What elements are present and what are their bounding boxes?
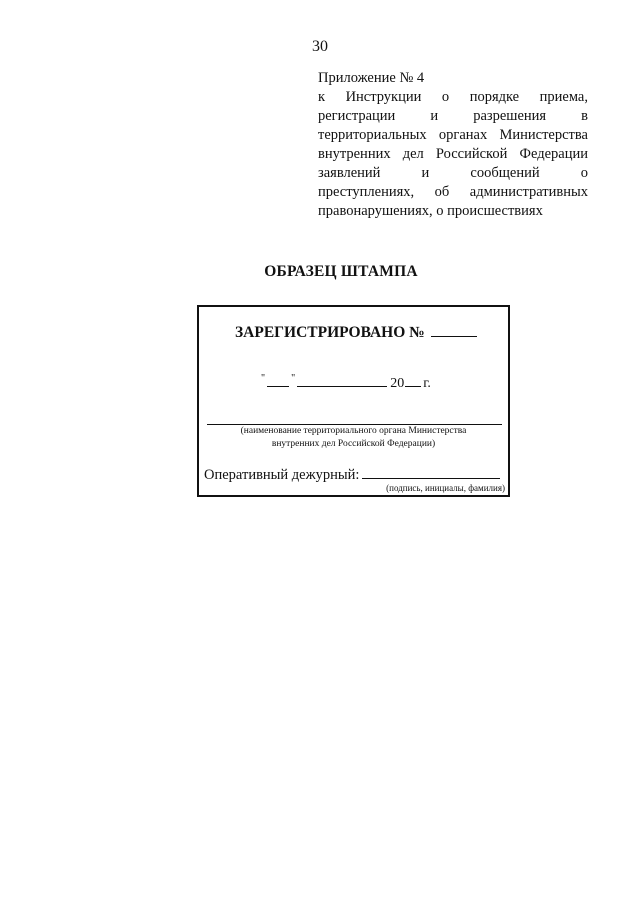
registered-row	[235, 322, 477, 342]
date-open-quote: "	[261, 373, 266, 384]
appendix-line: к Инструкции о порядке приема,	[318, 89, 588, 105]
appendix-line: преступлениях, об административных	[318, 184, 588, 200]
org-caption-line-1: (наименование территориального органа Министерства	[240, 426, 467, 436]
month-blank	[297, 373, 387, 387]
year-blank	[405, 373, 421, 387]
appendix-line: внутренних дел Российской Федерации	[318, 146, 588, 162]
registered-label: ЗАРЕГИСТРИРОВАНО №	[235, 324, 425, 341]
stamp-sample-box	[197, 305, 510, 497]
signature-blank	[362, 465, 500, 479]
appendix-line: регистрации и разрешения в	[318, 108, 588, 124]
date-row	[261, 373, 431, 392]
registration-number-blank	[431, 322, 477, 337]
duty-officer-label: Оперативный дежурный:	[204, 467, 360, 483]
appendix-line: правонарушениях, о происшествиях	[318, 203, 543, 219]
org-caption-line-2: внутренних дел Российской Федерации)	[271, 439, 436, 449]
appendix-line: заявлений и сообщений о	[318, 165, 588, 181]
year-suffix: г.	[423, 376, 431, 391]
year-prefix: 20	[390, 376, 405, 391]
page-number: 30	[312, 38, 328, 55]
day-blank	[267, 373, 289, 387]
stamp-sample-title: ОБРАЗЕЦ ШТАМПА	[264, 263, 418, 280]
duty-officer-row	[204, 465, 500, 484]
date-close-quote: "	[291, 373, 296, 384]
appendix-line: территориальных органах Министерства	[318, 127, 588, 143]
org-name-caption	[199, 425, 508, 451]
signature-caption: (подпись, инициалы, фамилия)	[386, 483, 505, 493]
appendix-block	[318, 69, 588, 221]
appendix-heading: Приложение № 4	[318, 70, 425, 86]
